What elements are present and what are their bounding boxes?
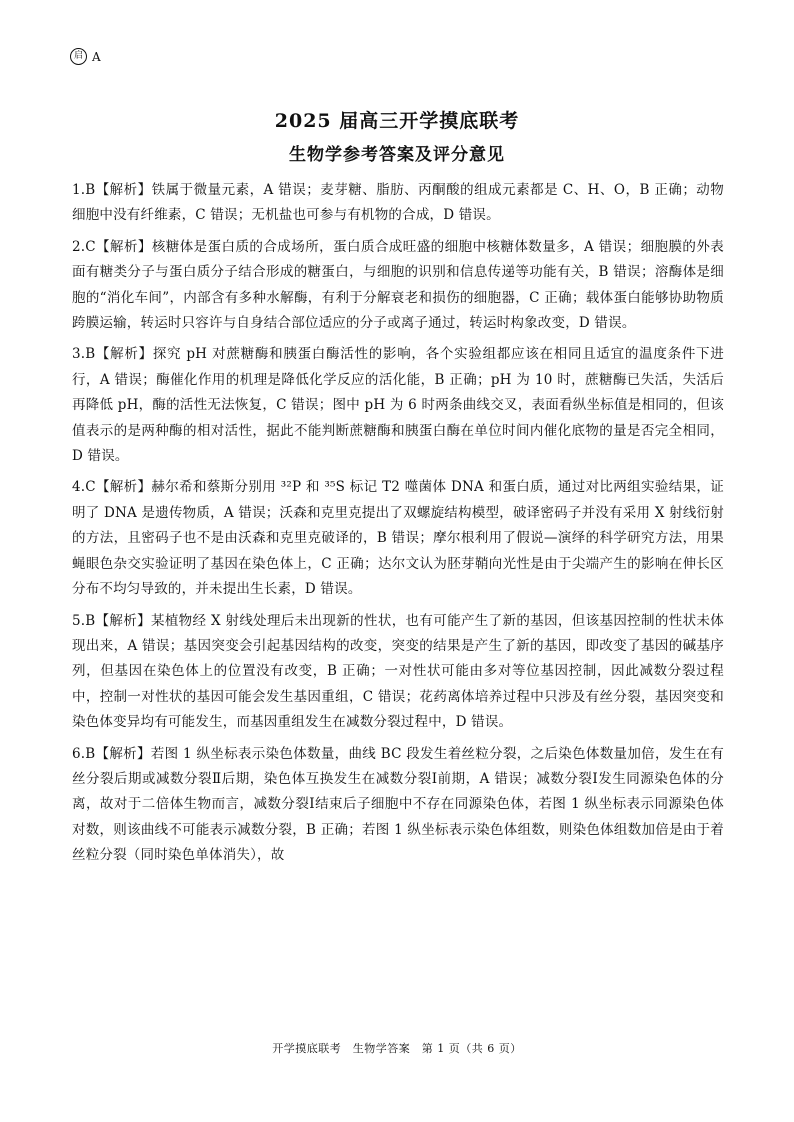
answer-item-2: 2.C【解析】核糖体是蛋白质的合成场所，蛋白质合成旺盛的细胞中核糖体数量多，A 错误；细胞膜的外表面有糖类分子与蛋白质分子结合形成的糖蛋白，与细胞的识别和信息传递等功能有关，B 错误；溶酶体是细胞的“消化车间”，内部含有多种水解酶，有利于分解衰老和损伤的细胞器，C 正确；载体蛋白能够协助物质跨膜运输，转运时只容许与自身结合部位适应的分子或离子通过，转运时构象改变，D 错误。 bbox=[72, 238, 724, 332]
answer-item-1: 1.B【解析】铁属于微量元素，A 错误；麦芽糖、脂肪、丙酮酸的组成元素都是 C、H、O，B 正确；动物细胞中没有纤维素，C 错误；无机盐也可参与有机物的合成，D 错误。 bbox=[72, 182, 724, 224]
answer-item-6: 6.B【解析】若图 1 纵坐标表示染色体数量，曲线 BC 段发生着丝粒分裂，之后染色体数量加倍，发生在有丝分裂后期或减数分裂Ⅱ后期，染色体互换发生在减数分裂Ⅰ前期，A 错误；减数分裂Ⅰ发生同源染色体的分离，故对于二倍体生物而言，减数分裂Ⅰ结束后子细胞中不存在同源染色体，若图 1 纵坐标表示同源染色体对数，则该曲线不可能表示减数分裂，B 正确；若图 1 纵坐标表示染色体组数，则染色体组数加倍是由于着丝粒分裂（同时染色单体消失），故 bbox=[72, 745, 724, 864]
page-subtitle: 生物学参考答案及评分意见 bbox=[289, 145, 505, 165]
answer-item-4: 4.C【解析】赫尔希和蔡斯分别用 ³²P 和 ³⁵S 标记 T2 噬菌体 DNA 和蛋白质，通过对比两组实验结果，证明了 DNA 是遗传物质，A 错误；沃森和克里克提出了双螺旋结构模型，破译密码子并没有采用 X 射线衍射的方法，且密码子也不是由沃森和克里克破译的，B 错误；摩尔根利用了假说—演绎的科学研究方法，用果蝇眼色杂交实验证明了基因在染色体上，C 正确；达尔文认为胚芽鞘向光性是由于尖端产生的影响在伸长区分布不均匀导致的，并未提出生长素，D 错误。 bbox=[72, 479, 724, 598]
page-title: 2025 届高三开学摸底联考 bbox=[274, 110, 520, 132]
answer-item-5: 5.B【解析】某植物经 X 射线处理后未出现新的性状，也有可能产生了新的基因，但该基因控制的性状未体现出来，A 错误；基因突变会引起基因结构的改变，突变的结果是产生了新的基因，即改变了基因的碱基序列，但基因在染色体上的位置没有改变，B 正确；一对性状可能由多对等位基因控制，因此减数分裂过程中，控制一对性状的基因可能会发生基因重组，C 错误；花药离体培养过程中只涉及有丝分裂，基因突变和染色体变异均有可能发生，而基因重组发生在减数分裂过程中，D 错误。 bbox=[72, 612, 724, 731]
answer-list bbox=[72, 178, 724, 875]
answer-item-3: 3.B【解析】探究 pH 对蔗糖酶和胰蛋白酶活性的影响，各个实验组都应该在相同且适宜的温度条件下进行，A 错误；酶催化作用的机理是降低化学反应的活化能，B 正确；pH 为 10 时，蔗糖酶已失活，失活后再降低 pH，酶的活性无法恢复，C 错误；图中 pH 为 6 时两条曲线交叉，表面看纵坐标值是相同的，但该值表示的是两种酶的相对活性，据此不能判断蔗糖酶和胰蛋白酶在单位时间内催化底物的量是否完全相同，D 错误。 bbox=[72, 346, 724, 465]
exam-badge bbox=[70, 48, 101, 65]
badge-circle-icon: 启 bbox=[70, 48, 87, 65]
page-footer: 开学摸底联考 生物学答案 第 1 页（共 6 页） bbox=[272, 1042, 522, 1055]
badge-letter: A bbox=[92, 49, 101, 64]
